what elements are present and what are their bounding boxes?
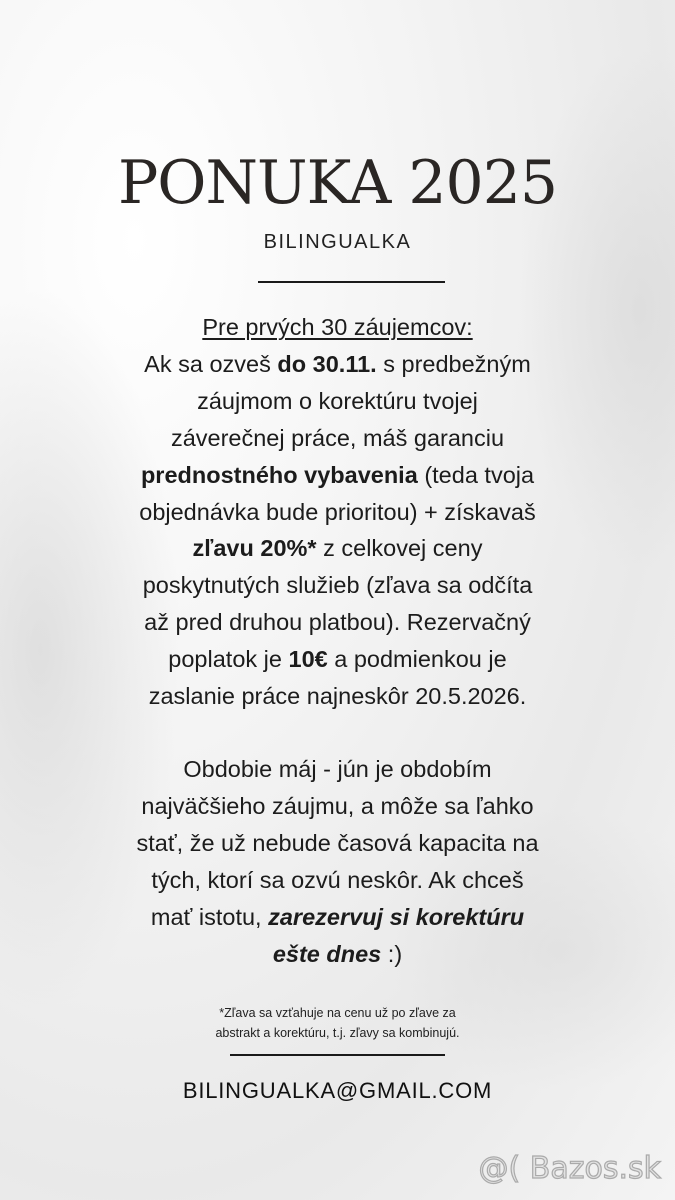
footnote	[0, 1003, 675, 1043]
emphasis-text: ešte dnes	[272, 940, 382, 967]
text-line	[0, 862, 675, 899]
contact-email[interactable]: BILINGUALKA@GMAIL.COM	[182, 1078, 493, 1103]
text-segment: z celkovej ceny	[316, 535, 483, 562]
text-segment: poplatok je	[168, 646, 289, 673]
text-segment: najväčšieho záujmu, a môže sa ľahko	[141, 792, 534, 819]
divider	[230, 1054, 445, 1056]
text-segment: Obdobie máj - jún je obdobím	[183, 756, 492, 782]
text-line	[0, 309, 675, 346]
footnote-line: *Zľava sa vzťahuje na cenu už po zľave za	[219, 1006, 456, 1020]
text-line	[0, 678, 675, 715]
text-segment: záujmom o korektúru tvojej	[197, 387, 478, 414]
text-line	[0, 899, 675, 936]
page-title: PONUKA 2025	[117, 148, 558, 218]
divider	[258, 281, 445, 283]
text-line	[0, 825, 675, 862]
emphasis-text: do 30.11.	[277, 350, 377, 377]
text-line	[0, 751, 675, 788]
text-line	[0, 604, 675, 641]
text-line	[0, 530, 675, 567]
emphasis-text: zľavu 20%*	[192, 535, 317, 562]
text-line	[0, 494, 675, 531]
watermark: @( Bazos.sk	[478, 1151, 661, 1186]
text-segment: Pre prvých 30 záujemcov:	[202, 314, 473, 340]
text-segment: a podmienkou je	[327, 646, 507, 673]
text-segment: mať istotu,	[150, 903, 269, 930]
emphasis-text: 10€	[288, 646, 328, 673]
text-segment: (teda tvoja	[417, 461, 535, 488]
text-segment: objednávka bude prioritou) + získavaš	[139, 498, 536, 525]
text-line	[0, 420, 675, 457]
text-segment: :)	[381, 940, 403, 967]
emphasis-text: zarezervuj si korektúru	[268, 903, 525, 930]
text-line	[0, 641, 675, 678]
text-line	[0, 346, 675, 383]
text-segment: záverečnej práce, máš garanciu	[170, 424, 505, 451]
offer-text	[0, 309, 675, 715]
notice-text	[0, 751, 675, 972]
text-line	[0, 383, 675, 420]
text-segment: tých, ktorí sa ozvú neskôr. Ak chceš	[151, 866, 524, 893]
brand-subtitle: BILINGUALKA	[263, 231, 412, 253]
text-segment: stať, že už nebude časová kapacita na	[136, 829, 539, 856]
text-line	[0, 788, 675, 825]
emphasis-text: prednostného vybavenia	[140, 461, 418, 488]
footnote-line: abstrakt a korektúru, t.j. zľavy sa kombinujú.	[215, 1026, 460, 1040]
text-line	[0, 567, 675, 604]
text-segment: až pred druhou platbou). Rezervačný	[144, 609, 531, 636]
text-segment: Ak sa ozveš	[144, 350, 278, 377]
text-line	[0, 936, 675, 973]
text-segment: s predbežným	[376, 350, 531, 377]
text-line	[0, 457, 675, 494]
text-segment: poskytnutých služieb (zľava sa odčíta	[142, 572, 533, 599]
text-segment: zaslanie práce najneskôr 20.5.2026.	[148, 683, 527, 710]
